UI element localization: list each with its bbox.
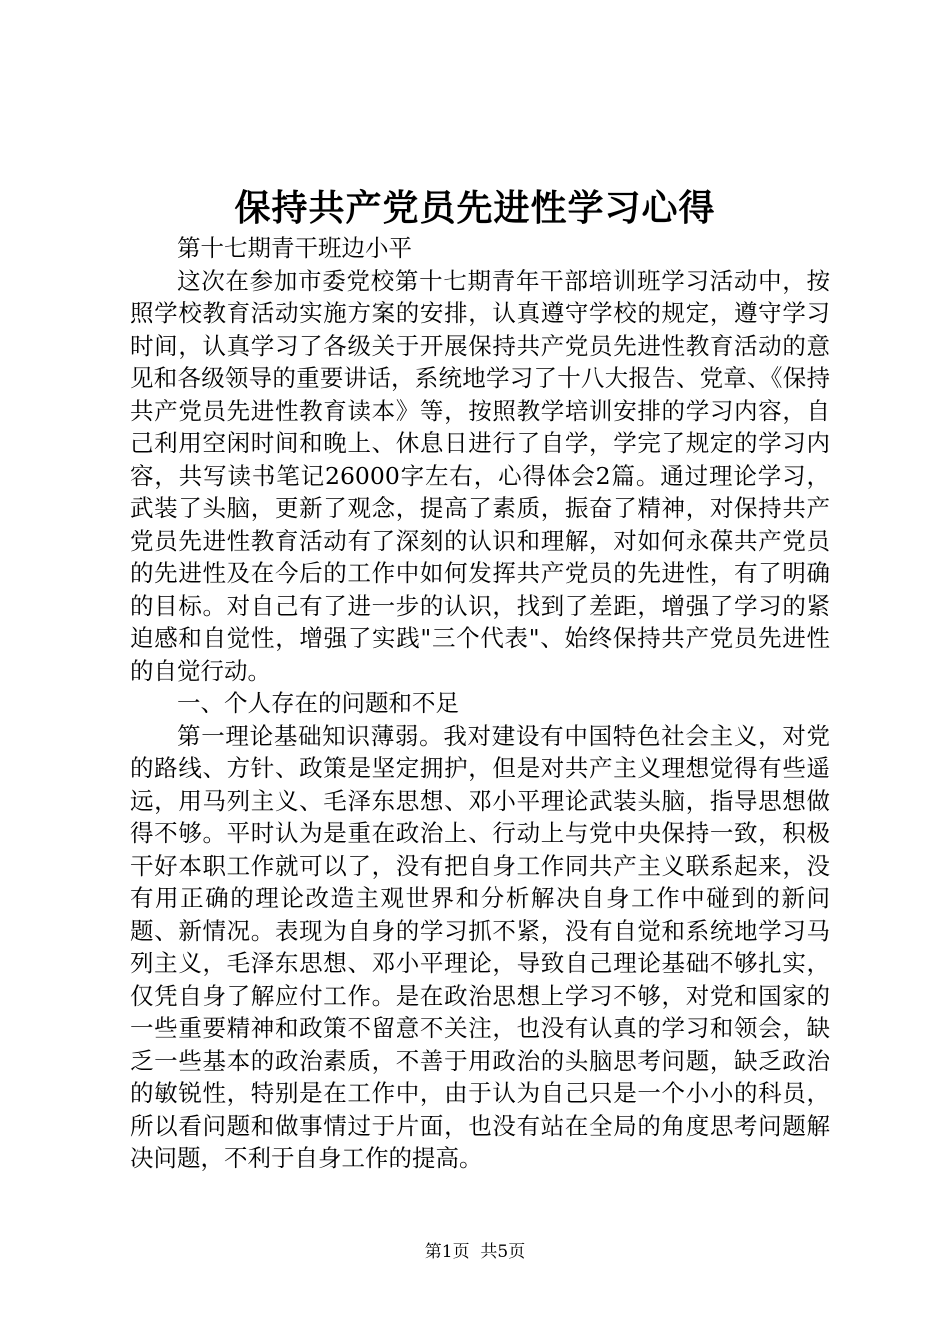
paragraph-problem-1: 第一理论基础知识薄弱。我对建设有中国特色社会主义，对党的路线、方针、政策是坚定拥护，但是对共产主义理想觉得有些遥远，用马列主义、毛泽东思想、邓小平理论武装头脑，指导思想做得不够。平时认为是重在政治上、行动上与党中央保持一致，积极干好本职工作就可以了，没有把自身工作同共产主义联系起来，没有用正确的理论改造主观世界和分析解决自身工作中碰到的新问题、新情况。表现为自身的学习抓不紧，没有自觉和系统地学习马列主义，毛泽东思想、邓小平理论，导致自己理论基础不够扎实，仅凭自身了解应付工作。是在政治思想上学习不够，对党和国家的一些重要精神和政策不留意不关注，也没有认真的学习和领会，缺乏一些基本的政治素质，不善于用政治的头脑思考问题，缺乏政治的敏锐性，特别是在工作中，由于认为自己只是一个小小的科员，所以看问题和做事情过于片面，也没有站在全局的角度思考问题解决问题，不利于自身工作的提高。: [130, 721, 830, 1172]
author-line: 第十七期青干班边小平: [177, 234, 412, 262]
page-number: 第1页: [424, 1242, 470, 1262]
paragraph-intro: 这次在参加市委党校第十七期青年干部培训班学习活动中，按照学校教育活动实施方案的安排，认真遵守学校的规定，遵守学习时间，认真学习了各级关于开展保持共产党员先进性教育活动的意见和各级领导的重要讲话，系统地学习了十八大报告、党章、《保持共产党员先进性教育读本》等，按照教学培训安排的学习内容，自己利用空闲时间和晚上、休息日进行了自学，学完了规定的学习内容，共写读书笔记26000字左右，心得体会2篇。通过理论学习，武装了头脑，更新了观念，提高了素质，振奋了精神，对保持共产党员先进性教育活动有了深刻的认识和理解，对如何永葆共产党员的先进性及在今后的工作中如何发挥共产党员的先进性，有了明确的目标。对自己有了进一步的认识，找到了差距，增强了学习的紧迫感和自觉性，增强了实践"三个代表"、始终保持共产党员先进性的自觉行动。: [130, 266, 830, 685]
document-body: [130, 232, 830, 1175]
page-footer: [0, 1240, 950, 1264]
section-heading: 一、个人存在的问题和不足: [177, 689, 459, 717]
document-title: 保持共产党员先进性学习心得: [234, 187, 716, 229]
page-total: 共5页: [480, 1242, 526, 1262]
